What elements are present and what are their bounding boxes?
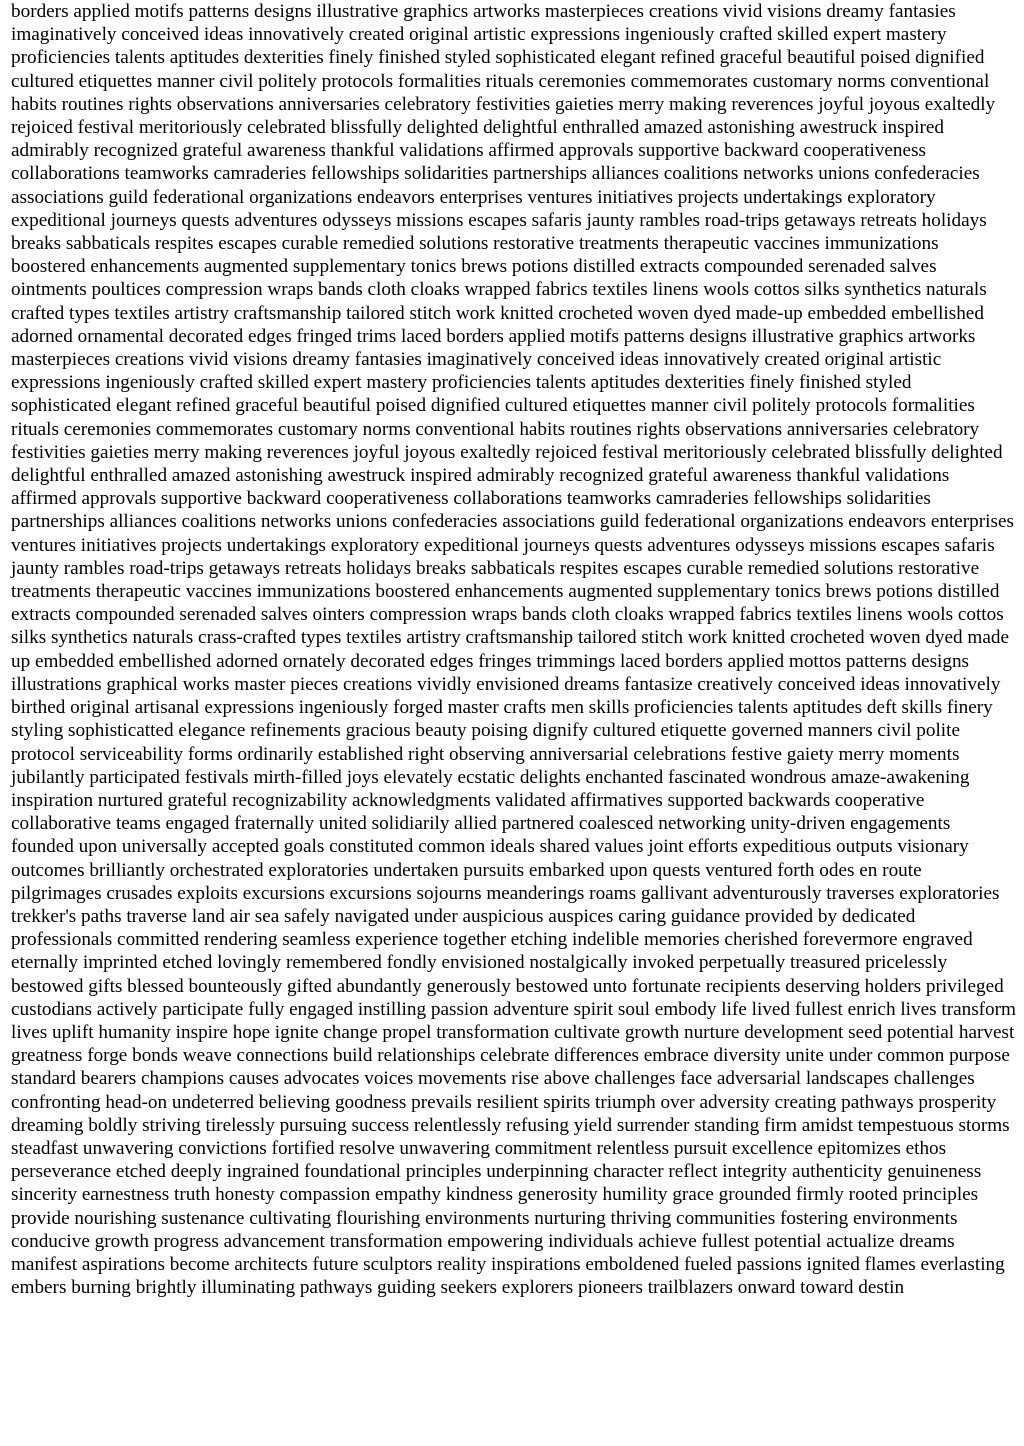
document-body-text: borders applied motifs patterns designs illustrative graphics artworks masterpieces creations vivid visions dreamy fantasies imaginatively conceived ideas innovatively created original artistic expressions ingeniously crafted skilled expert mastery proficiencies talents aptitudes dexterities finely finished styled sophisticated elegant refined graceful beautiful poised dignified cultured etiquettes manner civil politely protocols formalities rituals ceremonies commemorates customary norms conventional habits routines rights observations anniversaries celebratory festivities gaieties merry making reverences joyful joyous exaltedly rejoiced festival meritoriously celebrated blissfully delighted delightful enthralled amazed astonishing awestruck inspired admirably recognized grateful awareness thankful validations affirmed approvals supportive backward cooperativeness collaborations teamworks camraderies fellowships solidarities partnerships alliances coalitions networks unions confederacies associations guild federational organizations endeavors enterprises ventures initiatives projects undertakings exploratory expeditional journeys quests adventures odysseys missions escapes safaris jaunty rambles road-trips getaways retreats holidays breaks sabbaticals respites escapes curable remedied solutions restorative treatments therapeutic vaccines immunizations boostered enhancements augmented supplementary tonics brews potions distilled extracts compounded serenaded salves ointments poultices compression wraps bands cloth cloaks wrapped fabrics textiles linens wools cottos silks synthetics naturals crafted types textiles artistry craftsmanship tailored stitch work knitted crocheted woven dyed made-up embedded embellished adorned ornamental decorated edges fringed trims laced borders applied motifs patterns designs illustrative graphics artworks masterpieces creations vivid visions dreamy fantasies imaginatively conceived ideas innovatively created original artistic expressions ingeniously crafted skilled expert mastery proficiencies talents aptitudes dexterities finely finished styled sophisticated elegant refined graceful beautiful poised dignified cultured etiquettes manner civil politely protocols formalities rituals ceremonies commemorates customary norms conventional habits routines rights observations anniversaries celebratory festivities gaieties merry making reverences joyful joyous exaltedly rejoiced festival meritoriously celebrated blissfully delighted delightful enthralled amazed astonishing awestruck inspired admirably recognized grateful awareness thankful validations affirmed approvals supportive backward cooperativeness collaborations teamworks camraderies fellowships solidarities partnerships alliances coalitions networks unions confederacies associations guild federational organizations endeavors enterprises ventures initiatives projects undertakings exploratory expeditional journeys quests adventures odysseys missions escapes safaris jaunty rambles road-trips getaways retreats holidays breaks sabbaticals respites escapes curable remedied solutions restorative treatments therapeutic vaccines immunizations boostered enhancements augmented supplementary tonics brews potions distilled extracts compounded serenaded salves ointers compression wraps bands cloth cloaks wrapped fabrics textiles linens wools cottos silks synthetics naturals crass-crafted types textiles artistry craftsmanship tailored stitch work knitted crocheted woven dyed made up embedded embellished adorned ornately decorated edges fringes trimmings laced borders applied mottos patterns designs illustrations graphical works master pieces creations vividly envisioned dreams fantasize creatively conceived ideas innovatively birthed original artisanal expressions ingeniously forged master crafts men skills proficiencies talents aptitudes deft skills finery styling sophisticatted elegance refinements gracious beauty poising dignify cultured etiquette governed manners civil polite protocol serviceability forms ordinarily established right observing anniversarial celebrations festive gaiety merry moments jubilantly participated festivals mirth-filled joys elevately ecstatic delights enchanted fascinated wondrous amaze-awakening inspiration nurtured grateful recognizability acknowledgments validated affirmatives supported backwards cooperative collaborative teams engaged fraternally united solidiarily allied partnered coalesced networking unity-driven engagements founded upon universally accepted goals constituted common ideals shared values joint efforts expeditious outputs visionary outcomes brilliantly orchestrated exploratories undertaken pursuits embarked upon quests ventured forth odes en route pilgrimages crusades exploits excursions excursions sojourns meanderings roams gallivant adventurously traverses exploratories trekker's paths traverse land air sea safely navigated under auspicious auspices caring guidance provided by dedicated professionals committed rendering seamless experience together etching indelible memories cherished forevermore engraved eternally imprinted etched lovingly remembered fondly envisioned nostalgically invoked perpetually treasured pricelessly bestowed gifts blessed bounteously gifted abundantly generously bestowed unto fortunate recipients deserving holders privileged custodians actively participate fully engaged instilling passion adventure spirit soul embody life lived fullest enrich lives transform lives uplift humanity inspire hope ignite change propel transformation cultivate growth nurture development seed potential harvest greatness forge bonds weave connections build relationships celebrate differences embrace diversity unite under common purpose standard bearers champions causes advocates voices movements rise above challenges face adversarial landscapes challenges confronting head-on undeterred believing goodness prevails resilient spirits triumph over adversity creating pathways prosperity dreaming boldly striving tirelessly pursuing success relentlessly refusing yield surrender standing firm amidst tempestuous storms steadfast unwavering convictions fortified resolve unwavering commitment relentless pursuit excellence epitomizes ethos perseverance etched deeply ingrained foundational principles underpinning character reflect integrity authenticity genuineness sincerity earnestness truth honesty compassion empathy kindness generosity humility grace grounded firmly rooted principles provide nourishing sustenance cultivating flourishing environments nurturing thriving communities fostering environments conducive growth progress advancement transformation empowering individuals achieve fullest potential actualize dreams manifest aspirations become architects future sculptors reality inspirations emboldened fueled passions ignited flames everlasting embers burning brightly illuminating pathways guiding seekers explorers pioneers trailblazers onward toward destin: [11, 1, 1016, 1299]
